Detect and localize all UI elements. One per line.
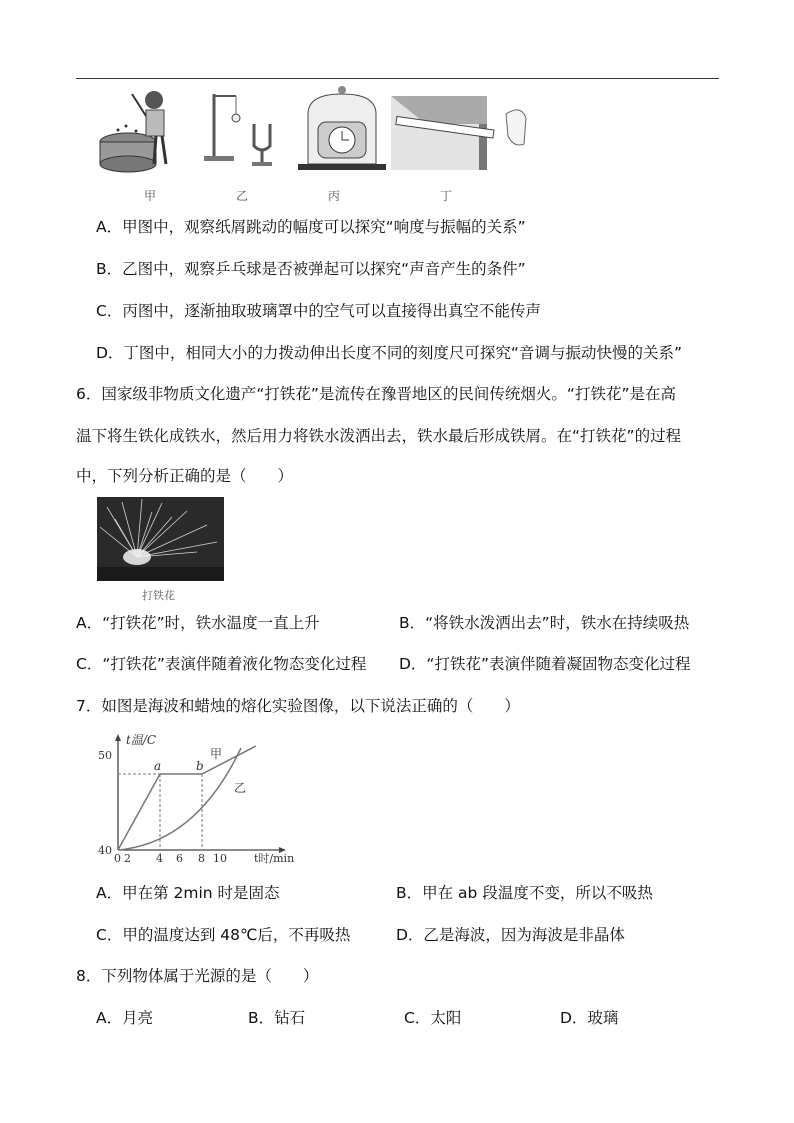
iron-flower-photo xyxy=(97,497,224,581)
q6-stem-line-3: 中，下列分析正确的是（ ） xyxy=(76,467,294,485)
q6-stem-line-1: 6．国家级非物质文化遗产“打铁花”是流传在豫晋地区的民间传统烟火。“打铁花”是在高 xyxy=(76,385,676,403)
figure-label-ding: 丁 xyxy=(440,189,453,203)
q6-stem-line-2: 温下将生铁化成铁水，然后用力将铁水泼洒出去，铁水最后形成铁屑。在“打铁花”的过程 xyxy=(76,427,682,445)
q7-option-c: C．甲的温度达到 48℃后，不再吸热 xyxy=(96,926,351,944)
figure-label-yi: 乙 xyxy=(236,189,249,203)
graph-x-tick-2: 2 xyxy=(124,852,131,865)
melting-graph xyxy=(96,728,306,868)
q7-option-b: B．甲在 ab 段温度不变，所以不吸热 xyxy=(396,884,653,902)
graph-y-tick-50: 50 xyxy=(98,749,112,762)
q5-option-d: D．丁图中，相同大小的力拨动伸出长度不同的刻度尺可探究“音调与振动快慢的关系” xyxy=(96,344,682,362)
q7-option-d: D．乙是海波，因为海波是非晶体 xyxy=(396,926,625,944)
q5-option-a: A．甲图中，观察纸屑跳动的幅度可以探究“响度与振幅的关系” xyxy=(96,218,526,236)
tuning-fork-stand-illustration xyxy=(204,94,272,166)
q5-option-c: C．丙图中，逐渐抽取玻璃罩中的空气可以直接得出真空不能传声 xyxy=(96,302,541,320)
graph-y-label: t温/C xyxy=(126,733,157,747)
figure-label-jia: 甲 xyxy=(144,189,157,203)
bell-jar-illustration xyxy=(298,86,386,170)
graph-x-label: t时/min xyxy=(254,852,295,865)
q8-option-b: B．钻石 xyxy=(248,1009,306,1027)
q8-option-d: D．玻璃 xyxy=(560,1009,619,1027)
curve-jia-label: 甲 xyxy=(210,747,223,761)
drum-child-illustration xyxy=(100,91,166,172)
graph-x-tick-4: 4 xyxy=(156,852,163,865)
q8-option-c: C．太阳 xyxy=(404,1009,462,1027)
graph-x-tick-0: 0 xyxy=(114,852,121,865)
figure-label-bing: 丙 xyxy=(328,189,341,203)
q6-option-a: A．“打铁花”时，铁水温度一直上升 xyxy=(76,614,320,632)
point-b-label: b xyxy=(196,759,204,773)
q6-option-d: D．“打铁花”表演伴随着凝固物态变化过程 xyxy=(399,655,691,673)
graph-x-tick-6: 6 xyxy=(176,852,183,865)
curve-yi-label: 乙 xyxy=(234,781,247,795)
q5-option-b: B．乙图中，观察乒乓球是否被弹起可以探究“声音产生的条件” xyxy=(96,260,526,278)
sound-experiments-figure xyxy=(96,84,556,194)
graph-y-tick-40: 40 xyxy=(98,844,112,857)
header-rule xyxy=(76,78,719,79)
curve-jia xyxy=(118,746,256,850)
q7-stem: 7．如图是海波和蜡烛的熔化实验图像，以下说法正确的（ ） xyxy=(76,697,520,715)
q8-option-a: A．月亮 xyxy=(96,1009,154,1027)
q8-stem: 8．下列物体属于光源的是（ ） xyxy=(76,967,319,985)
q6-option-b: B．“将铁水泼洒出去”时，铁水在持续吸热 xyxy=(399,614,690,632)
point-a-label: a xyxy=(154,759,162,773)
graph-x-tick-8: 8 xyxy=(198,852,205,865)
ruler-desk-illustration xyxy=(391,96,526,170)
graph-x-tick-10: 10 xyxy=(213,852,227,865)
iron-flower-caption: 打铁花 xyxy=(142,589,175,602)
q6-option-c: C．“打铁花”表演伴随着液化物态变化过程 xyxy=(76,655,367,673)
q7-option-a: A．甲在第 2min 时是固态 xyxy=(96,884,280,902)
